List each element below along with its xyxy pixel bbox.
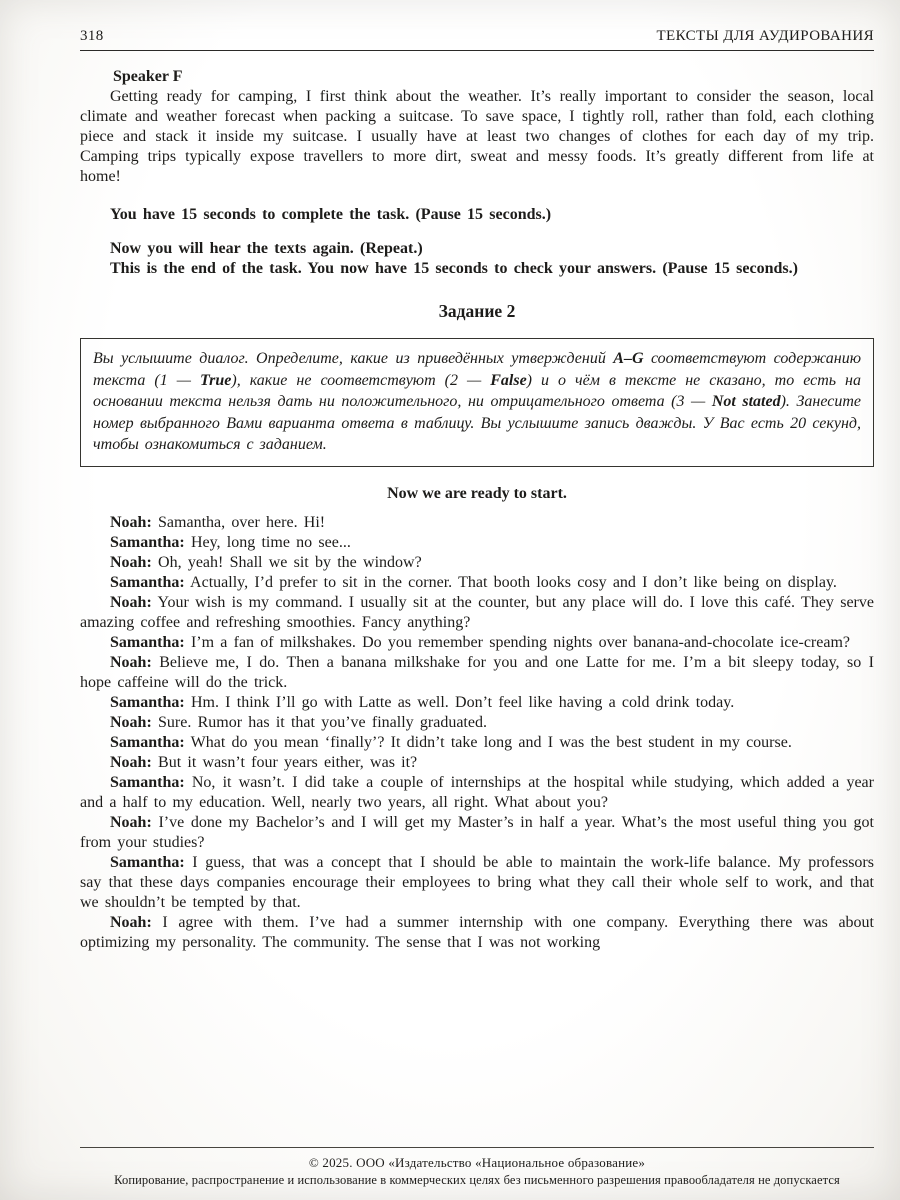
dialogue-line [80, 853, 874, 913]
dialogue-line [80, 713, 874, 733]
instruction-pause: You have 15 seconds to complete the task. (Pause 15 seconds.) [110, 206, 552, 223]
dialogue-speaker: Noah: [110, 713, 152, 731]
dialogue-text: Believe me, I do. Then a banana milkshake for you and one Latte for me. I’m a bit sleepy today, so I hope caffeine will do the trick. [80, 653, 874, 691]
page-body [80, 51, 874, 953]
dialogue-speaker: Noah: [110, 753, 152, 771]
instruction-end: This is the end of the task. You now have 15 seconds to check your answers. (Pause 15 seconds.) [110, 260, 798, 277]
dialogue-speaker: Samantha: [110, 533, 185, 551]
ready-line: Now we are ready to start. [387, 484, 567, 502]
dialogue-speaker: Noah: [110, 813, 152, 831]
dialogue-speaker: Samantha: [110, 733, 185, 751]
page-footer [80, 1147, 874, 1188]
dialogue-line [80, 633, 874, 653]
dialogue-line [80, 533, 874, 553]
dialogue-text: Actually, I’d prefer to sit in the corner. That booth looks cosy and I don’t like being on display. [190, 573, 837, 591]
dialogue-text: Sure. Rumor has it that you’ve finally graduated. [158, 713, 487, 731]
dialogue-line [80, 693, 874, 713]
dialogue-line [80, 913, 874, 953]
box-segment-true: True [199, 371, 232, 389]
copyright-line: © 2025. ООО «Издательство «Национальное образование» [308, 1155, 646, 1170]
box-segment: ), какие не соответствуют (2 — [231, 371, 491, 389]
dialogue-text: Hm. I think I’ll go with Latte as well. Don’t feel like having a cold drink today. [190, 693, 735, 711]
dialogue-text: I’ve done my Bachelor’s and I will get my Master’s in half a year. What’s the most useful thing you got from your studies? [80, 813, 874, 851]
running-title: ТЕКСТЫ ДЛЯ АУДИРОВАНИЯ [656, 28, 874, 44]
dialogue-speaker: Noah: [110, 593, 152, 611]
dialogue-line [80, 733, 874, 753]
dialogue-text: I agree with them. I’ve had a summer internship with one company. Everything there was about optimizing my personality. The community. The sense that I was not working [80, 913, 874, 951]
dialogue-text: Hey, long time no see... [190, 533, 351, 551]
box-segment: ) и о чём в тексте не сказано, то есть на основании текста нельзя дать ни положительного, ни отрицательного ответа (3 — [93, 371, 861, 410]
box-segment-notstated: Not stated [711, 393, 781, 410]
dialogue-speaker: Noah: [110, 653, 152, 671]
dialogue-text: No, it wasn’t. I did take a couple of internships at the hospital while studying, which added a year and a half to my education. Well, nearly two years, all right. What about you? [80, 773, 874, 811]
page-header [80, 28, 874, 45]
dialogue-line [80, 753, 874, 773]
dialogue-text: I’m a fan of milkshakes. Do you remember spending nights over banana-and-chocolate ice-cream? [190, 633, 851, 651]
dialogue-line [80, 773, 874, 813]
dialogue-line [80, 653, 874, 693]
dialogue-speaker: Samantha: [110, 693, 185, 711]
dialogue-text: Your wish is my command. I usually sit at the counter, but any place will do. I love this café. They serve amazing coffee and refreshing smoothies. Fancy anything? [80, 593, 874, 631]
page-number: 318 [80, 28, 104, 44]
box-segment: соответствуют содержанию текста (1 — [93, 350, 861, 389]
speaker-f-label: Speaker F [113, 68, 183, 85]
box-segment: Вы услышите диалог. Определите, какие из приведённых утверждений [93, 350, 614, 367]
dialogue-speaker: Noah: [110, 513, 152, 531]
dialogue-text: Oh, yeah! Shall we sit by the window? [158, 553, 422, 571]
dialogue-speaker: Samantha: [110, 853, 185, 871]
dialogue-line [80, 513, 874, 533]
dialogue-speaker: Samantha: [110, 573, 185, 591]
box-segment-letters: A–G [613, 350, 644, 367]
dialogue-line [80, 813, 874, 853]
dialogue-text: Samantha, over here. Hi! [158, 513, 326, 531]
dialogue-text: I guess, that was a concept that I should be able to maintain the work-life balance. My professors say that these days companies encourage their employees to bring what they call their whole self to work, and that we shouldn’t be tempted by that. [80, 853, 874, 911]
dialogue-speaker: Samantha: [110, 633, 185, 651]
box-segment-false: False [490, 371, 527, 389]
task2-instructions-text [93, 348, 861, 456]
dialogue-block [80, 513, 874, 953]
speaker-f-paragraph: Getting ready for camping, I first think about the weather. It’s really important to consider the season, local climate and weather forecast when packing a suitcase. To save space, I tightly roll, rather than fold, each clothing piece and stack it inside my suitcase. I usually have at least two changes of clothes for each day of my trip. Camping trips typically expose travellers to more dirt, sweat and messy foods. It’s greatly different from life at home! [80, 88, 874, 185]
dialogue-line [80, 593, 874, 633]
task2-instructions-box [80, 338, 874, 467]
task2-title: Задание 2 [438, 301, 516, 321]
legal-line: Копирование, распространение и использование в коммерческих целях без письменного разрешения правообладателя не допускается [114, 1173, 840, 1187]
dialogue-speaker: Noah: [110, 913, 152, 931]
box-segment: ). Занесите номер выбранного Вами варианта ответа в таблицу. Вы услышите запись дважды. У Вас есть 20 секунд, чтобы ознакомиться с заданием. [93, 393, 861, 453]
dialogue-line [80, 553, 874, 573]
dialogue-speaker: Samantha: [110, 773, 185, 791]
footer-rule [80, 1147, 874, 1148]
dialogue-text: But it wasn’t four years either, was it? [158, 753, 418, 771]
dialogue-speaker: Noah: [110, 553, 152, 571]
instruction-repeat: Now you will hear the texts again. (Repeat.) [110, 240, 423, 257]
dialogue-text: What do you mean ‘finally’? It didn’t take long and I was the best student in my course. [190, 733, 792, 751]
dialogue-line [80, 573, 874, 593]
